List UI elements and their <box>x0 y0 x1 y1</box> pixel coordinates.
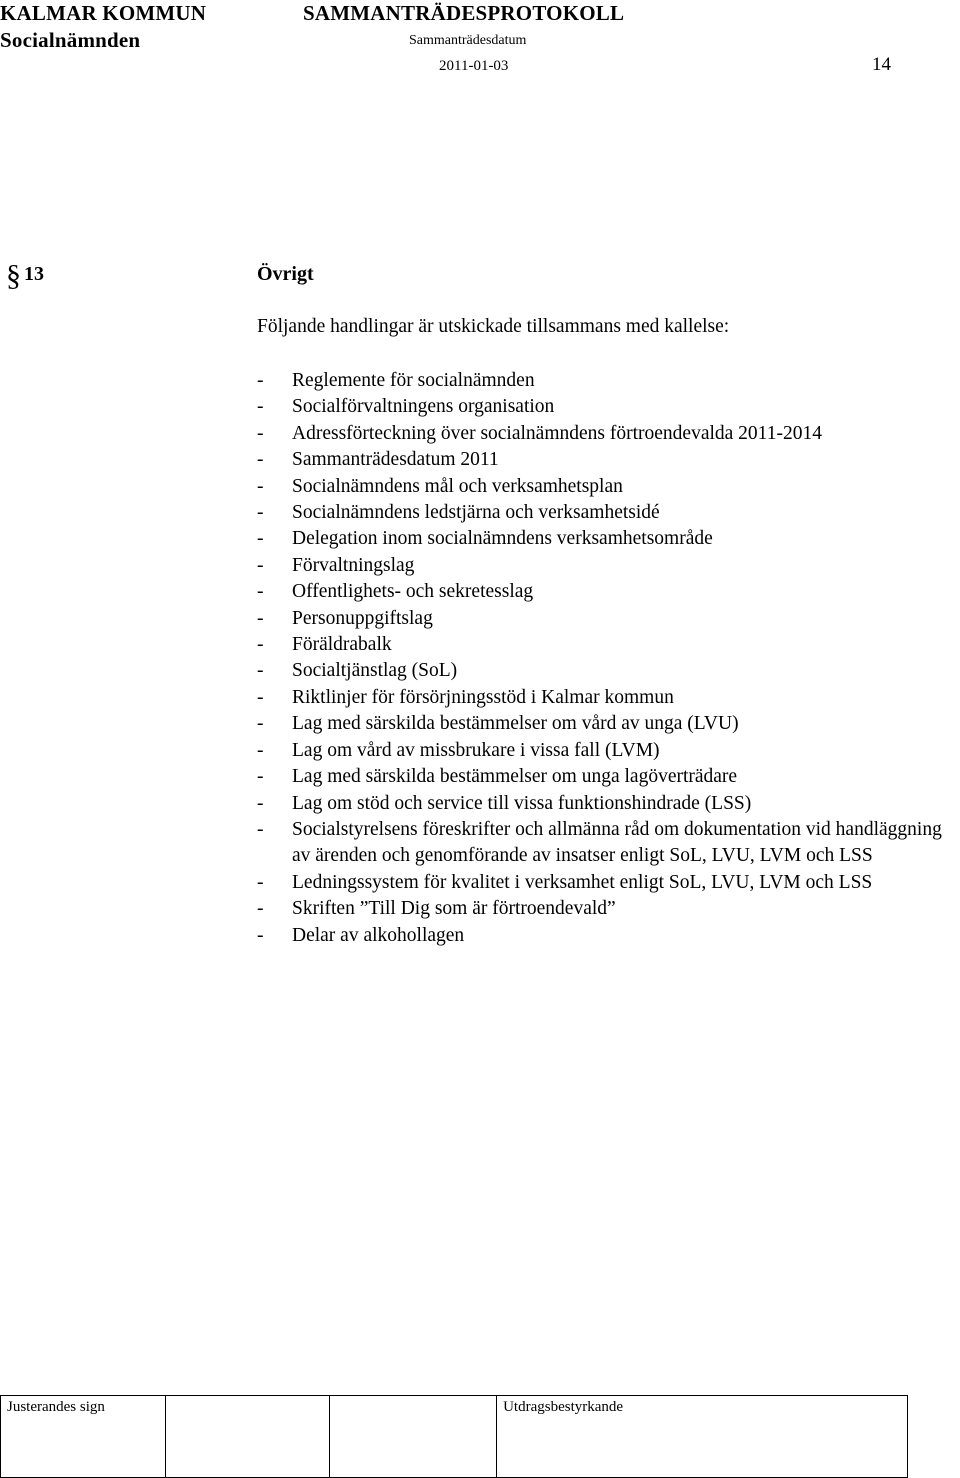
list-bullet: - <box>257 554 264 576</box>
list-item-text: Personuppgiftslag <box>292 607 433 629</box>
section-symbol: § <box>6 259 21 292</box>
list-item <box>257 553 957 579</box>
list-item-text: Skriften ”Till Dig som är förtroendevald” <box>292 898 616 920</box>
list-item-text: Lag med särskilda bestämmelser om vård av unga (LVU) <box>292 713 739 735</box>
list-item-text: Delegation inom socialnämndens verksamhetsområde <box>292 528 713 550</box>
document-list <box>257 368 957 949</box>
document-type: SAMMANTRÄDESPROTOKOLL <box>303 1 625 25</box>
list-item <box>257 474 957 500</box>
list-item <box>257 685 957 711</box>
list-item-text: Adressförteckning över socialnämndens förtroendevalda 2011-2014 <box>292 422 822 444</box>
list-item <box>257 817 957 870</box>
list-item <box>257 923 957 949</box>
section-title: Övrigt <box>257 263 314 285</box>
list-bullet: - <box>257 370 264 391</box>
list-bullet: - <box>257 581 264 603</box>
list-item-text: Förvaltningslag <box>292 554 415 576</box>
meeting-date: 2011-01-03 <box>439 58 509 74</box>
list-item <box>257 738 957 764</box>
list-item <box>257 447 957 473</box>
section-intro: Följande handlingar är utskickade tillsammans med kallelse: <box>257 316 730 337</box>
list-item-text: Socialförvaltningens organisation <box>292 396 555 418</box>
list-bullet: - <box>257 634 264 656</box>
list-bullet: - <box>257 871 264 893</box>
list-item <box>257 791 957 817</box>
signature-cell-2 <box>330 1396 497 1478</box>
org-name: KALMAR KOMMUN <box>0 1 207 25</box>
list-item-text: Ledningssystem för kvalitet i verksamhet enligt SoL, LVU, LVM och LSS <box>292 871 873 893</box>
list-item <box>257 632 957 658</box>
list-item-text: Socialstyrelsens föreskrifter och allmänna råd om dokumentation vid handläggning av ärenden och genomförande av insatser enligt SoL, LVU, LVM och LSS <box>292 818 942 867</box>
list-item-text: Lag med särskilda bestämmelser om unga lagöverträdare <box>292 766 738 788</box>
list-bullet: - <box>257 686 264 708</box>
list-bullet: - <box>257 422 264 444</box>
list-item-text: Riktlinjer för försörjningsstöd i Kalmar kommun <box>292 686 674 708</box>
list-bullet: - <box>257 713 264 735</box>
list-item <box>257 896 957 922</box>
list-item <box>257 421 957 447</box>
list-bullet: - <box>257 766 264 788</box>
list-bullet: - <box>257 396 264 418</box>
list-item <box>257 526 957 552</box>
justerandes-sign-label: Justerandes sign <box>7 1399 105 1415</box>
list-item <box>257 870 957 896</box>
list-item <box>257 368 957 394</box>
list-item <box>257 711 957 737</box>
list-item-text: Socialnämndens ledstjärna och verksamhetsidé <box>292 502 660 524</box>
list-item-text: Offentlighets- och sekretesslag <box>292 581 534 603</box>
date-label: Sammanträdesdatum <box>409 33 527 48</box>
list-item-text: Lag om stöd och service till vissa funktionshindrade (LSS) <box>292 792 752 814</box>
list-bullet: - <box>257 607 264 629</box>
justerandes-sign-cell <box>1 1396 166 1478</box>
list-item-text: Föräldrabalk <box>292 634 392 656</box>
signature-table <box>0 1395 908 1478</box>
utdragsbestyrkande-cell <box>497 1396 908 1478</box>
list-bullet: - <box>257 449 264 471</box>
page-number: 14 <box>872 54 891 75</box>
list-bullet: - <box>257 502 264 524</box>
list-item <box>257 394 957 420</box>
signature-cell-1 <box>165 1396 330 1478</box>
list-bullet: - <box>257 660 264 682</box>
list-item-text: Reglemente för socialnämnden <box>292 370 535 391</box>
list-bullet: - <box>257 924 264 946</box>
list-bullet: - <box>257 898 264 920</box>
list-item <box>257 579 957 605</box>
list-bullet: - <box>257 739 264 761</box>
list-item-text: Sammanträdesdatum 2011 <box>292 449 499 471</box>
list-item-text: Delar av alkohollagen <box>292 924 465 946</box>
list-bullet: - <box>257 528 264 550</box>
list-bullet: - <box>257 475 264 497</box>
list-item <box>257 606 957 632</box>
list-item-text: Socialnämndens mål och verksamhetsplan <box>292 475 623 497</box>
list-item <box>257 500 957 526</box>
utdragsbestyrkande-label: Utdragsbestyrkande <box>503 1399 624 1415</box>
list-bullet: - <box>257 792 264 814</box>
list-item-text: Lag om vård av missbrukare i vissa fall (LVM) <box>292 739 660 761</box>
list-item <box>257 764 957 790</box>
section-number: 13 <box>24 263 44 285</box>
list-item <box>257 658 957 684</box>
list-item-text: Socialtjänstlag (SoL) <box>292 660 458 682</box>
department-name: Socialnämnden <box>0 28 141 52</box>
list-bullet: - <box>257 818 264 840</box>
